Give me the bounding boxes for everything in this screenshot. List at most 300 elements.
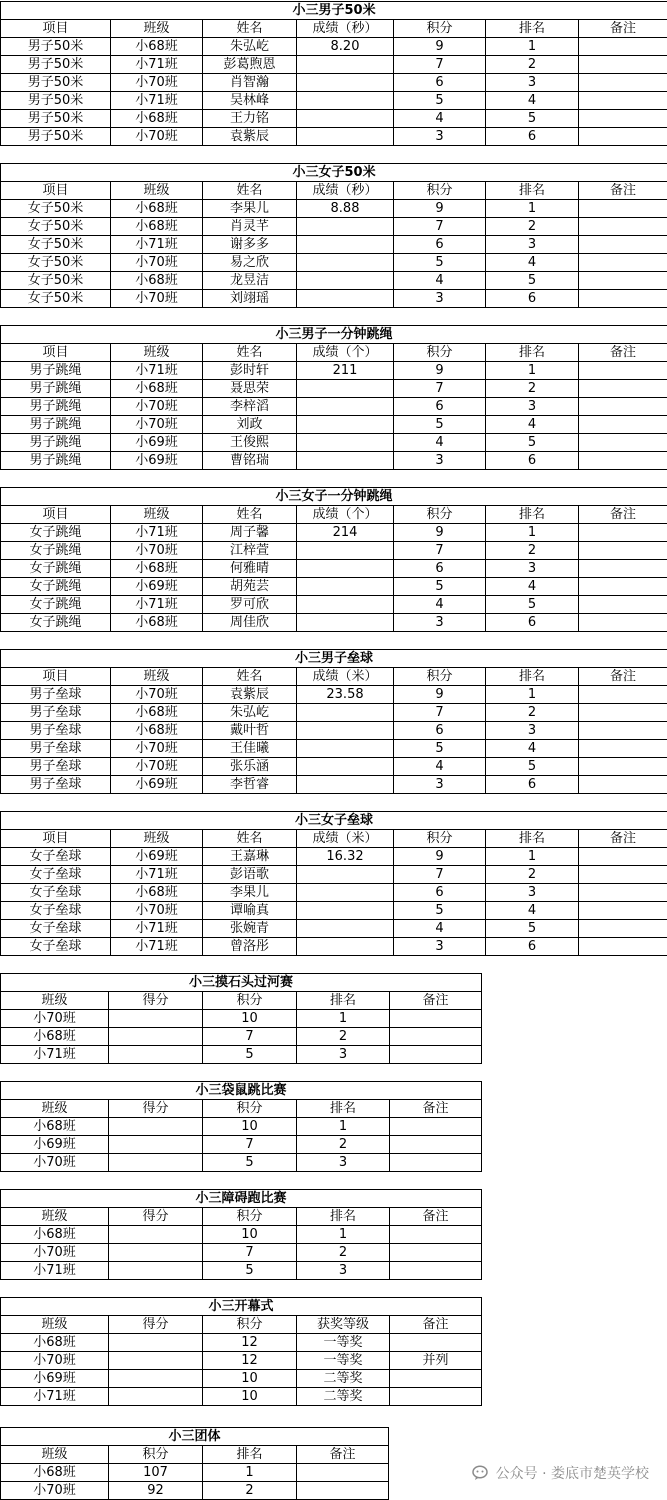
event-table xyxy=(0,649,667,794)
table-cell xyxy=(390,1244,482,1262)
table-cell: 10 xyxy=(203,1370,297,1388)
table-cell: 小68班 xyxy=(1,1226,109,1244)
table-cell: 小71班 xyxy=(111,920,203,938)
table-cell: 10 xyxy=(203,1388,297,1406)
table-cell: 小68班 xyxy=(111,884,203,902)
table-cell: 男子垒球 xyxy=(1,740,111,758)
column-header: 备注 xyxy=(579,20,667,38)
table-cell: 小69班 xyxy=(111,578,203,596)
table-cell xyxy=(297,938,394,956)
table-cell: 女子50米 xyxy=(1,236,111,254)
table-cell: 1 xyxy=(486,362,579,380)
table-cell: 小68班 xyxy=(1,1334,109,1352)
table-row xyxy=(1,74,667,92)
table-cell: 4 xyxy=(394,920,486,938)
table-cell: 小70班 xyxy=(1,1244,109,1262)
column-header: 成绩（米） xyxy=(297,668,394,686)
column-header: 姓名 xyxy=(203,182,297,200)
table-cell xyxy=(579,38,667,56)
table-cell: 4 xyxy=(394,758,486,776)
table-cell: 李梓滔 xyxy=(203,398,297,416)
table-row xyxy=(1,1388,482,1406)
table-title: 小三女子50米 xyxy=(1,164,667,182)
header-row xyxy=(1,992,482,1010)
table-cell: 朱弘屹 xyxy=(203,38,297,56)
table-cell: 7 xyxy=(203,1136,297,1154)
table-row xyxy=(1,236,667,254)
table-title: 小三袋鼠跳比赛 xyxy=(1,1082,482,1100)
team-table xyxy=(0,1427,389,1500)
table-cell: 6 xyxy=(486,938,579,956)
table-row xyxy=(1,596,667,614)
column-header: 积分 xyxy=(203,1316,297,1334)
table-cell: 5 xyxy=(394,92,486,110)
column-header: 备注 xyxy=(579,506,667,524)
table-cell xyxy=(579,56,667,74)
table-cell: 王嘉琳 xyxy=(203,848,297,866)
table-cell: 小68班 xyxy=(111,272,203,290)
table-cell: 张婉青 xyxy=(203,920,297,938)
table-cell xyxy=(390,1370,482,1388)
table-cell: 男子50米 xyxy=(1,110,111,128)
table-row xyxy=(1,110,667,128)
table-cell xyxy=(579,722,667,740)
column-header: 项目 xyxy=(1,506,111,524)
header-row xyxy=(1,830,667,848)
table-cell xyxy=(297,596,394,614)
table-cell: 2 xyxy=(486,56,579,74)
column-header: 班级 xyxy=(111,668,203,686)
table-cell: 1 xyxy=(486,200,579,218)
table-cell xyxy=(297,218,394,236)
table-row xyxy=(1,56,667,74)
table-cell xyxy=(579,290,667,308)
column-header: 得分 xyxy=(109,1208,203,1226)
table-cell xyxy=(579,380,667,398)
table-cell xyxy=(579,704,667,722)
table-row xyxy=(1,1482,389,1500)
table-cell xyxy=(297,254,394,272)
column-header: 备注 xyxy=(579,182,667,200)
table-cell: 朱弘屹 xyxy=(203,704,297,722)
table-cell: 女子垒球 xyxy=(1,866,111,884)
table-cell: 小68班 xyxy=(111,722,203,740)
table-cell: 女子50米 xyxy=(1,272,111,290)
table-cell xyxy=(579,686,667,704)
table-cell: 龙昱洁 xyxy=(203,272,297,290)
table-cell xyxy=(297,128,394,146)
table-row xyxy=(1,380,667,398)
table-cell: 男子跳绳 xyxy=(1,398,111,416)
table-cell: 7 xyxy=(203,1028,297,1046)
table-cell: 女子垒球 xyxy=(1,902,111,920)
table-cell: 3 xyxy=(486,722,579,740)
table-title: 小三男子垒球 xyxy=(1,650,667,668)
table-cell: 5 xyxy=(486,434,579,452)
column-header: 得分 xyxy=(109,992,203,1010)
table-cell: 聂思荣 xyxy=(203,380,297,398)
column-header: 成绩（秒） xyxy=(297,20,394,38)
column-header: 备注 xyxy=(579,344,667,362)
column-header: 成绩（秒） xyxy=(297,182,394,200)
event-table xyxy=(0,163,667,308)
table-cell: 211 xyxy=(297,362,394,380)
table-cell: 3 xyxy=(486,560,579,578)
table-cell xyxy=(297,416,394,434)
table-cell: 1 xyxy=(486,524,579,542)
column-header: 积分 xyxy=(394,182,486,200)
column-header: 班级 xyxy=(111,182,203,200)
table-cell: 男子垒球 xyxy=(1,722,111,740)
column-header: 排名 xyxy=(486,668,579,686)
table-cell: 5 xyxy=(394,416,486,434)
column-header: 班级 xyxy=(111,830,203,848)
table-cell: 小69班 xyxy=(1,1136,109,1154)
table-cell: 4 xyxy=(486,92,579,110)
table-row xyxy=(1,686,667,704)
table-row xyxy=(1,1262,482,1280)
table-row xyxy=(1,1464,389,1482)
table-cell: 小68班 xyxy=(111,110,203,128)
table-cell: 李哲睿 xyxy=(203,776,297,794)
table-cell: 7 xyxy=(394,380,486,398)
table-cell: 王佳曦 xyxy=(203,740,297,758)
column-header: 姓名 xyxy=(203,830,297,848)
column-header: 班级 xyxy=(1,1446,109,1464)
column-header: 备注 xyxy=(390,992,482,1010)
table-cell: 5 xyxy=(486,110,579,128)
table-cell: 李果儿 xyxy=(203,884,297,902)
table-cell: 7 xyxy=(203,1244,297,1262)
table-cell xyxy=(297,56,394,74)
table-cell: 小70班 xyxy=(111,740,203,758)
table-title: 小三团体 xyxy=(1,1428,389,1446)
table-cell: 7 xyxy=(394,866,486,884)
table-row xyxy=(1,542,667,560)
table-cell xyxy=(297,560,394,578)
table-cell: 小71班 xyxy=(111,362,203,380)
column-header: 排名 xyxy=(486,182,579,200)
table-cell xyxy=(579,596,667,614)
table-cell: 3 xyxy=(394,452,486,470)
table-row xyxy=(1,290,667,308)
table-cell xyxy=(390,1046,482,1064)
column-header: 姓名 xyxy=(203,344,297,362)
table-cell xyxy=(297,884,394,902)
table-cell: 男子50米 xyxy=(1,92,111,110)
column-header: 姓名 xyxy=(203,20,297,38)
table-cell: 何雅晴 xyxy=(203,560,297,578)
table-cell xyxy=(579,848,667,866)
column-header: 得分 xyxy=(109,1100,203,1118)
table-cell xyxy=(579,578,667,596)
table-cell: 小71班 xyxy=(111,92,203,110)
table-cell: 小71班 xyxy=(111,236,203,254)
table-cell: 1 xyxy=(297,1118,390,1136)
table-cell xyxy=(109,1226,203,1244)
column-header: 备注 xyxy=(390,1208,482,1226)
table-row xyxy=(1,362,667,380)
table-cell: 3 xyxy=(486,74,579,92)
table-cell xyxy=(297,272,394,290)
column-header: 排名 xyxy=(297,992,390,1010)
table-cell: 女子50米 xyxy=(1,290,111,308)
table-cell: 6 xyxy=(486,290,579,308)
table-row xyxy=(1,1028,482,1046)
table-cell: 女子跳绳 xyxy=(1,578,111,596)
table-cell: 袁紫辰 xyxy=(203,686,297,704)
table-cell xyxy=(579,740,667,758)
table-cell xyxy=(579,614,667,632)
table-cell xyxy=(297,866,394,884)
table-cell: 12 xyxy=(203,1334,297,1352)
table-cell: 小68班 xyxy=(111,614,203,632)
table-row xyxy=(1,704,667,722)
table-row xyxy=(1,524,667,542)
column-header: 姓名 xyxy=(203,506,297,524)
table-cell: 6 xyxy=(394,398,486,416)
table-cell: 小70班 xyxy=(111,74,203,92)
table-cell: 4 xyxy=(486,254,579,272)
table-row xyxy=(1,1154,482,1172)
table-cell xyxy=(579,272,667,290)
table-cell: 1 xyxy=(203,1464,297,1482)
table-cell: 二等奖 xyxy=(297,1370,390,1388)
table-cell xyxy=(579,524,667,542)
table-cell: 3 xyxy=(486,398,579,416)
table-title: 小三男子50米 xyxy=(1,2,667,20)
table-row xyxy=(1,938,667,956)
table-cell: 戴叶哲 xyxy=(203,722,297,740)
table-cell: 小71班 xyxy=(111,866,203,884)
column-header: 项目 xyxy=(1,344,111,362)
table-cell: 小70班 xyxy=(1,1010,109,1028)
column-header: 姓名 xyxy=(203,668,297,686)
table-cell: 1 xyxy=(486,848,579,866)
table-cell xyxy=(297,920,394,938)
table-cell xyxy=(297,902,394,920)
event-table xyxy=(0,811,667,956)
table-cell: 9 xyxy=(394,362,486,380)
table-cell xyxy=(297,722,394,740)
table-cell: 2 xyxy=(486,866,579,884)
table-cell: 周佳欣 xyxy=(203,614,297,632)
table-cell xyxy=(579,236,667,254)
table-cell xyxy=(579,920,667,938)
table-cell: 女子跳绳 xyxy=(1,614,111,632)
table-row xyxy=(1,758,667,776)
table-cell: 2 xyxy=(486,542,579,560)
table-cell xyxy=(109,1136,203,1154)
column-header: 积分 xyxy=(394,506,486,524)
table-cell: 6 xyxy=(394,74,486,92)
table-cell xyxy=(109,1028,203,1046)
table-cell xyxy=(297,740,394,758)
table-cell: 2 xyxy=(297,1244,390,1262)
table-cell: 小70班 xyxy=(1,1352,109,1370)
table-cell: 5 xyxy=(486,596,579,614)
header-row xyxy=(1,668,667,686)
column-header: 积分 xyxy=(203,992,297,1010)
table-cell: 2 xyxy=(297,1028,390,1046)
table-cell xyxy=(109,1154,203,1172)
table-cell xyxy=(390,1028,482,1046)
table-cell: 6 xyxy=(394,884,486,902)
table-cell: 3 xyxy=(486,884,579,902)
table-cell xyxy=(579,866,667,884)
table-cell: 小70班 xyxy=(111,902,203,920)
table-cell: 4 xyxy=(486,902,579,920)
table-cell xyxy=(297,1464,389,1482)
table-row xyxy=(1,128,667,146)
header-row xyxy=(1,1208,482,1226)
table-cell xyxy=(579,938,667,956)
table-cell xyxy=(390,1010,482,1028)
table-cell xyxy=(579,74,667,92)
column-header: 班级 xyxy=(1,1100,109,1118)
table-cell xyxy=(390,1154,482,1172)
table-cell: 小68班 xyxy=(1,1028,109,1046)
table-cell: 男子垒球 xyxy=(1,776,111,794)
table-cell xyxy=(297,74,394,92)
table-row xyxy=(1,740,667,758)
table-cell: 男子50米 xyxy=(1,56,111,74)
table-cell xyxy=(109,1370,203,1388)
column-header: 项目 xyxy=(1,20,111,38)
table-cell: 23.58 xyxy=(297,686,394,704)
table-cell: 二等奖 xyxy=(297,1388,390,1406)
table-row xyxy=(1,416,667,434)
table-cell: 5 xyxy=(486,758,579,776)
table-cell: 小70班 xyxy=(111,416,203,434)
table-title: 小三女子一分钟跳绳 xyxy=(1,488,667,506)
table-cell: 一等奖 xyxy=(297,1352,390,1370)
table-cell xyxy=(109,1388,203,1406)
column-header: 备注 xyxy=(390,1100,482,1118)
table-cell xyxy=(579,776,667,794)
table-cell: 小71班 xyxy=(111,524,203,542)
table-cell xyxy=(579,884,667,902)
table-cell: 9 xyxy=(394,686,486,704)
table-row xyxy=(1,452,667,470)
table-cell: 7 xyxy=(394,542,486,560)
table-cell: 一等奖 xyxy=(297,1334,390,1352)
table-title: 小三摸石头过河赛 xyxy=(1,974,482,992)
table-cell: 并列 xyxy=(390,1352,482,1370)
table-cell: 吴林峰 xyxy=(203,92,297,110)
table-cell xyxy=(579,902,667,920)
table-cell: 9 xyxy=(394,848,486,866)
table-row xyxy=(1,1136,482,1154)
table-cell: 易之欣 xyxy=(203,254,297,272)
table-row xyxy=(1,920,667,938)
column-header: 积分 xyxy=(394,20,486,38)
column-header: 成绩（个） xyxy=(297,344,394,362)
table-cell: 9 xyxy=(394,38,486,56)
table-row xyxy=(1,560,667,578)
class-event-table xyxy=(0,973,482,1064)
table-cell: 6 xyxy=(486,776,579,794)
event-table xyxy=(0,487,667,632)
column-header: 班级 xyxy=(1,1316,109,1334)
table-cell: 男子垒球 xyxy=(1,686,111,704)
table-cell: 小68班 xyxy=(1,1118,109,1136)
table-cell xyxy=(390,1334,482,1352)
table-cell: 小68班 xyxy=(111,38,203,56)
table-cell: 3 xyxy=(486,236,579,254)
table-cell xyxy=(297,92,394,110)
table-title: 小三男子一分钟跳绳 xyxy=(1,326,667,344)
table-row xyxy=(1,200,667,218)
table-cell: 男子跳绳 xyxy=(1,416,111,434)
table-cell: 2 xyxy=(486,704,579,722)
table-cell: 3 xyxy=(297,1262,390,1280)
table-row xyxy=(1,776,667,794)
table-cell: 6 xyxy=(486,128,579,146)
column-header: 班级 xyxy=(111,506,203,524)
table-cell xyxy=(109,1334,203,1352)
column-header: 班级 xyxy=(1,992,109,1010)
table-cell: 张乐涵 xyxy=(203,758,297,776)
table-cell: 5 xyxy=(203,1154,297,1172)
table-cell: 5 xyxy=(394,902,486,920)
table-cell: 小70班 xyxy=(111,254,203,272)
table-cell: 2 xyxy=(486,218,579,236)
table-row xyxy=(1,398,667,416)
table-cell xyxy=(109,1046,203,1064)
table-cell: 小69班 xyxy=(111,434,203,452)
table-row xyxy=(1,1046,482,1064)
column-header: 得分 xyxy=(109,1316,203,1334)
table-cell: 10 xyxy=(203,1010,297,1028)
table-cell: 彭语歌 xyxy=(203,866,297,884)
table-cell xyxy=(297,380,394,398)
table-cell xyxy=(297,1482,389,1500)
column-header: 积分 xyxy=(203,1100,297,1118)
table-cell: 小70班 xyxy=(111,290,203,308)
table-cell: 男子跳绳 xyxy=(1,362,111,380)
table-row xyxy=(1,578,667,596)
table-cell: 3 xyxy=(394,290,486,308)
column-header: 排名 xyxy=(297,1208,390,1226)
table-cell: 女子50米 xyxy=(1,254,111,272)
table-cell: 男子跳绳 xyxy=(1,452,111,470)
table-cell: 小69班 xyxy=(111,848,203,866)
table-cell: 小71班 xyxy=(111,596,203,614)
table-cell: 16.32 xyxy=(297,848,394,866)
table-cell xyxy=(579,452,667,470)
table-cell xyxy=(579,542,667,560)
column-header: 积分 xyxy=(394,344,486,362)
table-cell xyxy=(297,578,394,596)
table-cell: 谭喻真 xyxy=(203,902,297,920)
table-cell: 小68班 xyxy=(111,704,203,722)
table-cell: 1 xyxy=(297,1226,390,1244)
table-cell xyxy=(390,1388,482,1406)
column-header: 成绩（个） xyxy=(297,506,394,524)
table-cell: 2 xyxy=(486,380,579,398)
table-row xyxy=(1,254,667,272)
table-cell: 7 xyxy=(394,56,486,74)
table-cell: 曾洛彤 xyxy=(203,938,297,956)
table-cell: 小71班 xyxy=(111,56,203,74)
table-cell: 刘翊瑶 xyxy=(203,290,297,308)
column-header: 积分 xyxy=(394,668,486,686)
table-cell: 107 xyxy=(109,1464,203,1482)
table-cell: 罗可欣 xyxy=(203,596,297,614)
table-cell: 5 xyxy=(394,254,486,272)
table-cell xyxy=(390,1118,482,1136)
